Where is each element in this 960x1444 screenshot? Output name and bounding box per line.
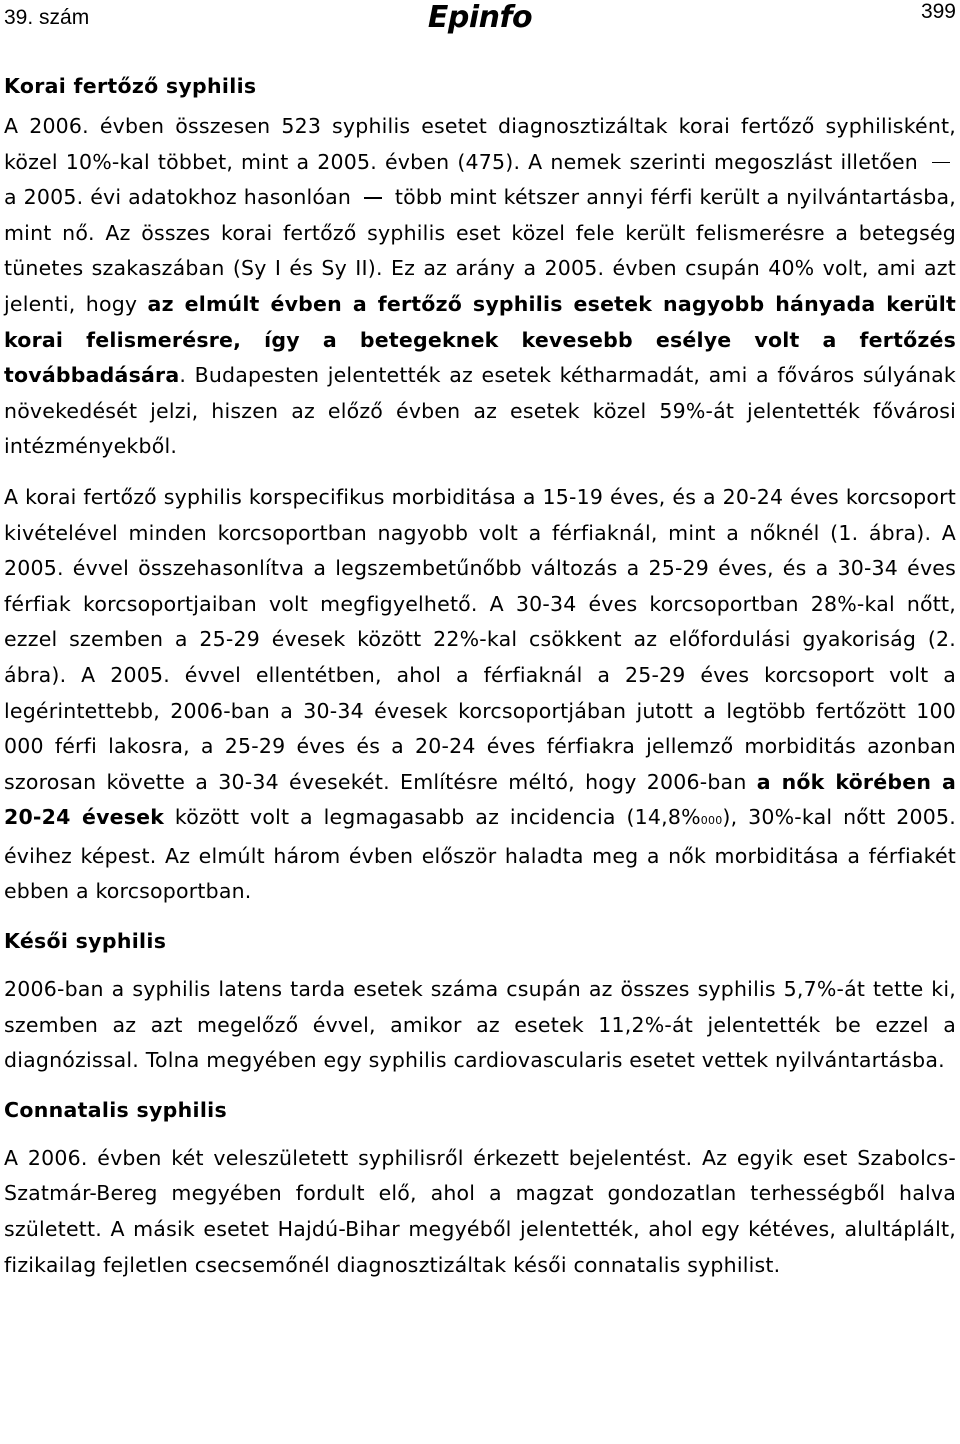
- paragraph-early-2: [4, 480, 956, 910]
- dash-mark: [932, 162, 950, 164]
- dash-mark: [364, 197, 382, 199]
- text-run: A 2006. évben összesen 523 syphilis esetet diagnosztizáltak korai fertőző syphilisként, közel 10%-kal többet, mint a 2005. évben (475). A nemek szerinti megoszlást illetően: [4, 114, 956, 174]
- bold-emphasis: a nők körében a 20-24 évesek: [4, 769, 956, 830]
- issue-number: 39. szám: [4, 6, 90, 29]
- section-heading-late: Késői syphilis: [4, 929, 167, 954]
- bold-emphasis: az elmúlt évben a fertőző syphilis esetek nagyobb hányada került korai felismerésre, így a betegeknek kevesebb esélye volt a fertőzés továbbadására: [4, 291, 957, 388]
- spacer: [4, 910, 956, 923]
- paragraph-early-1: [4, 109, 956, 465]
- text-run: A korai fertőző syphilis korspecifikus morbiditása a 15-19 éves, és a 20-24 éves korcsoport kivételével minden korcsoportban nagyobb volt a férfiaknál, mint a nőknél (1. ábra). A 2005. évvel összehasonlítva a legszembetűnőbb változás a 25-29 éves, és a 30-34 éves férfiak korcsoportjaiban volt megfigyelhető. A 30-34 éves korcsoportban 28%-kal nőtt, ezzel szemben a 25-29 évesek között 22%-kal csökkent az előfordulási gyakoriság (2. ábra). A 2005. évvel ellentétben, ahol a férfiaknál a 25-29 éves korcsoport volt a legérintettebb, 2006-ban a 30-34 évesek korcsoportjában jutott a legtöbb fertőzött 100 000 férfi lakosra, a 25-29 éves és a 20-24 éves férfiakra jellemző morbiditás azonban szorosan követte a 30-34 évesekét. Említésre méltó, hogy 2006-ban: [4, 484, 956, 794]
- spacer: [4, 1128, 956, 1141]
- paragraph-congenital: A 2006. évben két veleszületett syphilisről érkezett bejelentést. Az egyik eset Szabolcs-Szatmár-Bereg megyében fordult elő, ahol a magzat gondozatlan terhességből halva született. A másik esetet Hajdú-Bihar megyéből jelentették, ahol egy kétéves, alultáplált, fizikailag fejletlen csecsemőnél diagnosztizáltak késői connatalis syphilist.: [4, 1145, 956, 1277]
- page-header: [0, 0, 960, 40]
- spacer: [4, 1079, 956, 1092]
- text-run: között volt a legmagasabb az incidencia (14,8%: [164, 805, 701, 830]
- spacer: [4, 465, 956, 480]
- journal-title: Epinfo: [427, 0, 533, 35]
- text-run: a 2005. évi adatokhoz hasonlóan: [4, 185, 359, 210]
- paragraph-late: 2006-ban a syphilis latens tarda esetek száma csupán az összes syphilis 5,7%-át tette ki, szemben az azt megelőző évvel, amikor az esetek 11,2%-át jelentették be ezzel a diagnózissal. Tolna megyében egy syphilis cardiovascularis esetet vettek nyilvántartásba.: [4, 977, 956, 1073]
- section-heading-early: Korai fertőző syphilis: [4, 74, 257, 98]
- page-number: 399: [920, 0, 956, 23]
- article-body: [4, 68, 956, 1283]
- text-run: . Budapesten jelentették az esetek kétharmadát, ami a főváros súlyának növekedését jelzi, hiszen az előző évben az esetek közel 59%-át jelentették fővárosi intézményekből.: [4, 363, 956, 459]
- per-hundred-thousand-subscript: 000: [700, 814, 723, 828]
- spacer: [4, 959, 956, 972]
- text-run: ), 30%-kal nőtt 2005. évihez képest. Az elmúlt három évben először haladta meg a nők morbiditása a férfiakét ebben a korcsoportban.: [4, 805, 956, 904]
- text-run: több mint kétszer annyi férfi került a nyilvántartásba, mint nő. Az összes korai fertőző syphilis eset közel fele került felismerésre a betegség tünetes szakaszában (Sy I és Sy II). Ez az arány a 2005. évben csupán 40% volt, ami azt jelenti, hogy: [4, 185, 956, 316]
- section-heading-congenital: Connatalis syphilis: [4, 1097, 227, 1122]
